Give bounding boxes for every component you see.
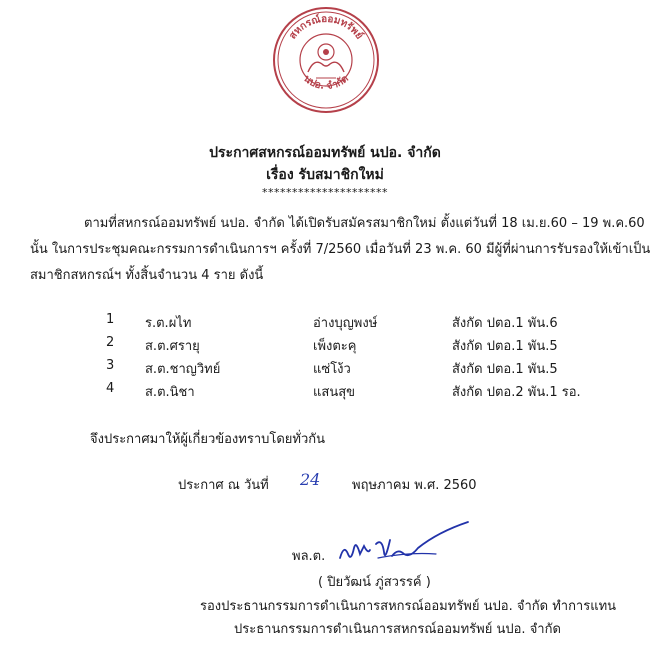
seal-top-text: สหกรณ์ออมทรัพย์ — [287, 13, 365, 42]
signer-position-line-2: ประธานกรรมการดำเนินการสหกรณ์ออมทรัพย์ นปอ. จำกัด — [234, 622, 561, 637]
signer-rank: พล.ต. — [292, 549, 326, 564]
member-surname: แซ่โง้ว — [313, 362, 351, 377]
handwritten-signature — [318, 518, 478, 570]
signer-position-line-1: รองประธานกรรมการดำเนินการสหกรณ์ออมทรัพย์ นปอ. จำกัด ทำการแทน — [200, 599, 617, 614]
member-name: ส.ต.ชาญวิทย์ — [145, 362, 221, 377]
member-surname: แสนสุข — [313, 385, 356, 400]
dateline-month-year: พฤษภาคม พ.ศ. 2560 — [352, 478, 477, 493]
member-surname: อ่างบุญพงษ์ — [313, 316, 378, 331]
member-unit: สังกัด ปตอ.1 พัน.6 — [452, 316, 558, 331]
member-surname: เพ็งตะคุ — [313, 339, 357, 354]
body-line-1: ตามที่สหกรณ์ออมทรัพย์ นปอ. จำกัด ได้เปิดรับสมัครสมาชิกใหม่ ตั้งแต่วันที่ 18 เม.ย.60 – 19 พ.ค.60 — [84, 216, 645, 231]
member-name: ส.ต.ศรายุ — [145, 339, 200, 354]
svg-text:นปอ. จำกัด — [301, 73, 351, 92]
member-number: 2 — [106, 335, 115, 350]
closing-text: จึงประกาศมาให้ผู้เกี่ยวข้องทราบโดยทั่วกัน — [90, 432, 326, 447]
seal-bottom-text: นปอ. จำกัด — [301, 73, 351, 93]
announcement-title: ประกาศสหกรณ์ออมทรัพย์ นปอ. จำกัด — [209, 145, 441, 161]
body-line-3: สมาชิกสหกรณ์ฯ ทั้งสิ้นจำนวน 4 ราย ดังนี้ — [30, 268, 264, 283]
member-number: 1 — [106, 312, 115, 327]
dateline-prefix: ประกาศ ณ วันที่ — [178, 478, 269, 493]
member-name: ร.ต.ผไท — [145, 316, 192, 331]
svg-text:สหกรณ์ออมทรัพย์ — [287, 13, 365, 41]
cooperative-seal-logo — [272, 6, 380, 114]
dateline-day-handwritten: 24 — [300, 470, 321, 489]
member-unit: สังกัด ปตอ.1 พัน.5 — [452, 362, 558, 377]
member-unit: สังกัด ปตอ.2 พัน.1 รอ. — [452, 385, 581, 400]
member-name: ส.ต.นิชา — [145, 385, 195, 400]
member-unit: สังกัด ปตอ.1 พัน.5 — [452, 339, 558, 354]
announcement-subject: เรื่อง รับสมาชิกใหม่ — [266, 167, 384, 183]
header-divider: ********************* — [262, 186, 388, 199]
member-number: 4 — [106, 381, 115, 396]
signer-name: ( ปิยวัฒน์ ภู่สวรรค์ ) — [318, 575, 431, 590]
member-number: 3 — [106, 358, 115, 373]
body-line-2: นั้น ในการประชุมคณะกรรมการดำเนินการฯ ครั้งที่ 7/2560 เมื่อวันที่ 23 พ.ค. 60 มีผู้ที่ผ่านการรับรองให้เข้าเป็น — [30, 242, 650, 257]
